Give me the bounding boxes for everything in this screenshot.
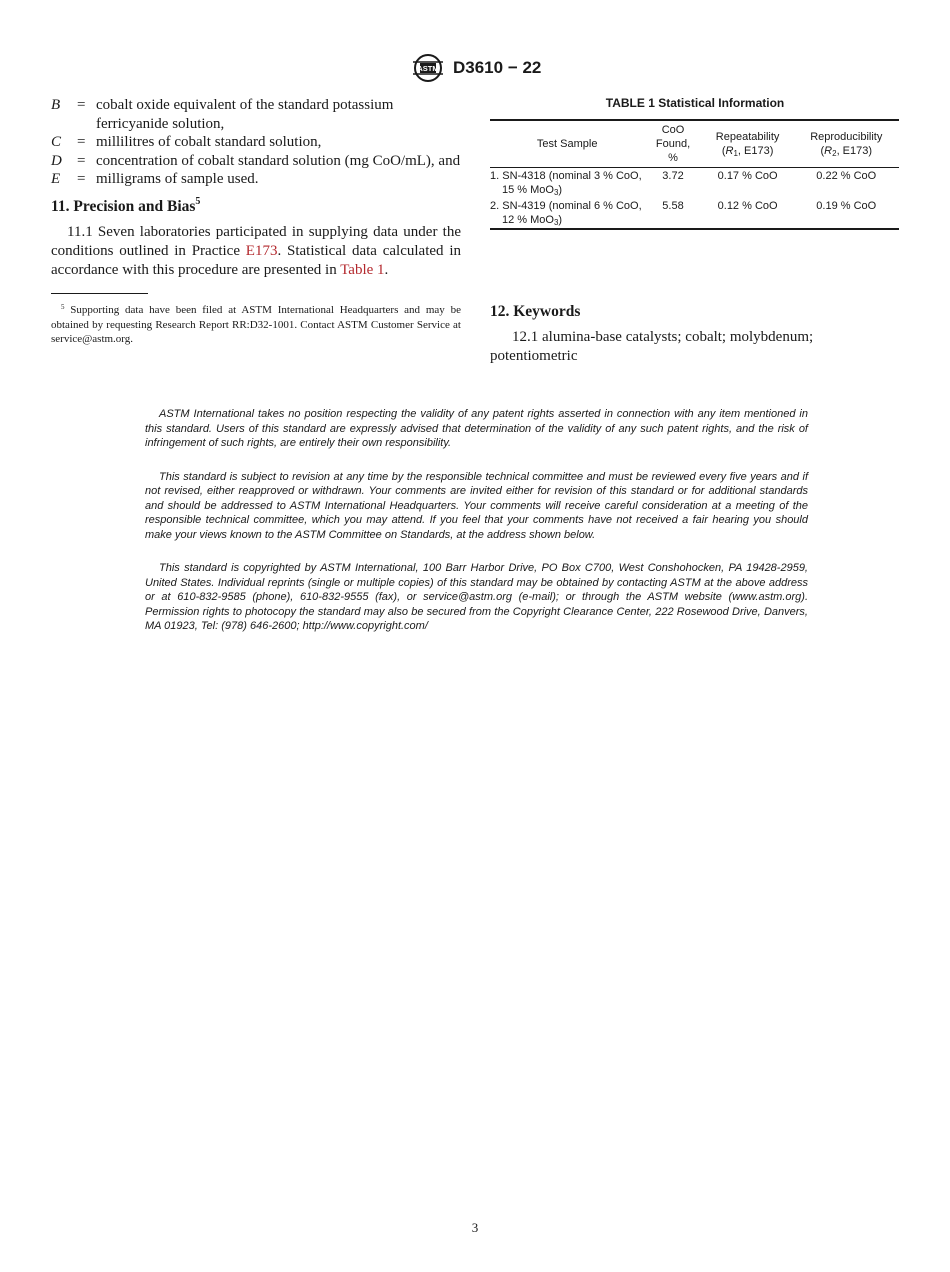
section-11-heading xyxy=(51,195,461,217)
sample-text xyxy=(490,214,562,226)
equals-sign: = xyxy=(77,97,86,113)
astm-logo-icon xyxy=(410,52,446,84)
cell-coo-found: 3.72 xyxy=(662,170,684,182)
patent-notice: ASTM International takes no position respecting the validity of any patent rights asserted in connection with any item mentioned in this standard. Users of this standard are expressly advised that determination of the validity of any such patent rights, and the risk of infringement of such rights, are entirely their own responsibility. xyxy=(145,408,808,449)
revision-notice: This standard is subject to revision at any time by the responsible technical committee and must be reviewed every five years and if not revised, either reapproved or withdrawn. Your comments are invited either for revision of this standard or for additional standards and should be addressed to ASTM International Headquarters. Your comments will receive careful consideration at a meeting of the responsible technical committee, which you may attend. If you feel that your comments have not received a fair hearing you should make your views known to the ASTM Committee on Standards, at the address shown below. xyxy=(145,470,808,541)
page-number: 3 xyxy=(471,1220,479,1235)
header-text: CoO xyxy=(661,124,685,136)
variable-row xyxy=(51,133,461,152)
table-1-title: TABLE 1 Statistical Information xyxy=(605,96,785,110)
variable-symbol: B xyxy=(51,97,61,113)
cell-reproducibility: 0.22 % CoO xyxy=(816,170,877,182)
header-text: R xyxy=(824,145,833,157)
practice-e173-link[interactable]: E173 xyxy=(245,243,278,259)
copyright-notice: This standard is copyrighted by ASTM International, 100 Barr Harbor Drive, PO Box C700, West Conshohocken, PA 19428-2959, United States. Individual reprints (single or multiple copies) of this standard may be obtained by contacting ASTM at the above address or at 610-832-9585 (phone), 610-832-9555 (fax), or service@astm.org (e-mail); or through the ASTM website (www.astm.org). Permission rights to photocopy the standard may also be secured from the Copyright Clearance Center, 222 Rosewood Drive, Danvers, MA 01923, Tel: (978) 646-2600; http://www.copyright.com/ xyxy=(145,562,808,632)
astm-notices xyxy=(145,407,808,653)
table-row xyxy=(490,168,899,199)
left-column xyxy=(51,96,461,347)
footnote-divider xyxy=(51,293,148,294)
sample-text: 12 % MoO xyxy=(502,214,554,226)
variable-symbol: C xyxy=(51,134,62,150)
cell-test-sample xyxy=(490,198,644,229)
variable-list xyxy=(51,96,461,189)
header-text: Found, xyxy=(655,138,691,150)
equals-sign: = xyxy=(77,134,86,150)
para-text: . Statistical data calculated in accordance with this procedure are presented in xyxy=(51,243,461,278)
variable-definition: cobalt oxide equivalent of the standard potassium ferricyanide solution, xyxy=(96,97,394,132)
cell-reproducibility: 0.19 % CoO xyxy=(816,200,877,212)
header-coo-found xyxy=(644,120,701,168)
document-number: D3610 − 22 xyxy=(453,58,542,77)
footnote xyxy=(51,303,461,347)
header-test-sample: Test Sample xyxy=(536,138,598,150)
section-11-paragraph xyxy=(51,223,461,280)
table-1-link[interactable]: Table 1 xyxy=(340,262,385,278)
para-text: . xyxy=(384,262,389,278)
section-12-paragraph: 12.1 alumina-base catalysts; cobalt; molybdenum; potentiometric xyxy=(490,329,814,364)
header-subscript: 1 xyxy=(733,149,738,158)
header-subscript: 2 xyxy=(832,149,837,158)
page-header xyxy=(0,52,950,88)
table-row xyxy=(490,198,899,229)
sample-text: 1. SN-4318 (nominal 3 % CoO, xyxy=(490,170,642,182)
para-text: 11.1 Seven laboratories participated in supplying data under the conditions outlined in Practice xyxy=(51,224,461,259)
variable-row xyxy=(51,152,461,171)
table-header-row xyxy=(490,120,899,168)
svg-text:ASTM: ASTM xyxy=(417,64,439,73)
right-column xyxy=(490,94,900,366)
header-text: , E173) xyxy=(737,145,774,157)
header-text: Reproducibility xyxy=(810,131,883,143)
footnote-ref[interactable]: 5 xyxy=(195,195,201,207)
sample-text: 2. SN-4319 (nominal 6 % CoO, xyxy=(490,200,642,212)
section-12-heading: 12. Keywords xyxy=(490,303,581,320)
sample-text xyxy=(490,184,562,196)
variable-definition: concentration of cobalt standard solution (mg CoO/mL), and xyxy=(96,152,461,169)
header-repeatability: Repeatability ($R_1$, E173) xyxy=(715,131,780,158)
variable-row xyxy=(51,96,461,133)
statistics-table xyxy=(490,119,899,230)
cell-repeatability: 0.17 % CoO xyxy=(717,170,778,182)
equals-sign: = xyxy=(77,152,86,169)
sample-text: ) xyxy=(558,214,563,226)
variable-definition: milligrams of sample used. xyxy=(96,171,259,187)
footnote-text: Supporting data have been filed at ASTM International Headquarters and may be obtained by requesting Research Report RR:D32-1001. Contact ASTM Customer Service at service@astm.org. xyxy=(51,304,461,345)
header-text: , E173) xyxy=(836,145,873,157)
variable-row xyxy=(51,170,461,189)
cell-coo-found: 5.58 xyxy=(662,200,684,212)
variable-symbol: D xyxy=(51,152,62,169)
subscript: 3 xyxy=(553,218,559,227)
variable-definition: millilitres of cobalt standard solution, xyxy=(96,134,322,150)
section-11-title: 11. Precision and Bias xyxy=(51,197,196,215)
header-text: Repeatability xyxy=(715,131,780,143)
sample-text: ) xyxy=(558,184,563,196)
cell-repeatability: 0.12 % CoO xyxy=(717,200,778,212)
section-12 xyxy=(490,302,900,366)
header-reproducibility: Reproducibility ($R_2$, E173) xyxy=(810,131,883,158)
subscript: 3 xyxy=(553,188,559,197)
header-text: % xyxy=(668,152,678,164)
header-text: R xyxy=(725,145,734,157)
equals-sign: = xyxy=(77,171,86,187)
sample-text: 15 % MoO xyxy=(502,184,554,196)
variable-symbol: E xyxy=(51,171,61,187)
footnote-number: 5 xyxy=(61,303,65,311)
cell-test-sample xyxy=(490,168,644,199)
